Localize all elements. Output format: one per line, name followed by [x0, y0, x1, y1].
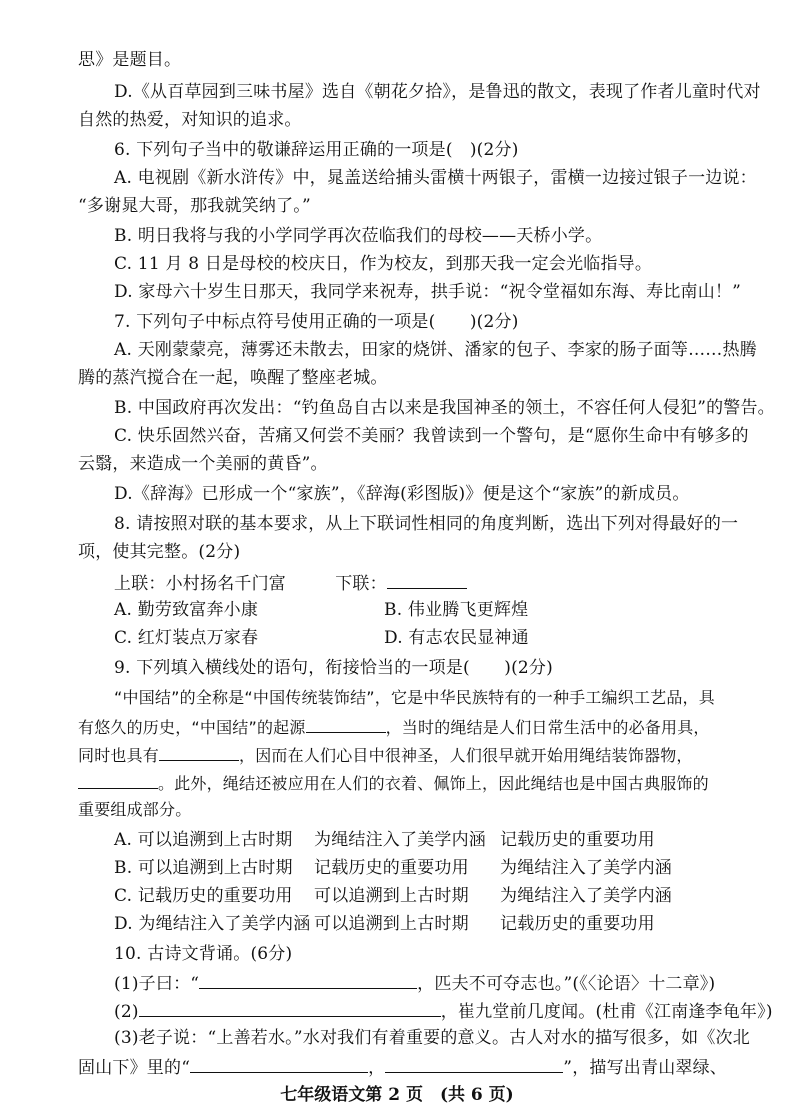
passage-line: 有悠久的历史，“中国结”的起源 ，当时的绳结是人们日常生活中的必备用具，: [78, 714, 724, 738]
q7-option-d: D.《辞海》已形成一个“家族”，《辞海(彩图版)》便是这个“家族”的新成员。: [114, 484, 690, 504]
upper-couplet: 上联：小村扬名千门富: [114, 574, 286, 594]
q7-option-a-cont: 腾的蒸汽搅合在一起，唤醒了整座老城。: [78, 368, 388, 388]
question-6: 6. 下列句子当中的敬谦辞运用正确的一项是( )(2分): [114, 140, 519, 160]
q9-option-d: D. 为绳结注入了美学内涵 可以追溯到上古时期 记载历史的重要功用: [114, 914, 655, 934]
passage-line: 重要组成部分。: [78, 800, 192, 819]
q8-option-c: C. 红灯装点万家春: [114, 628, 259, 648]
q8-options-row1: [114, 598, 724, 622]
question-9: 9. 下列填入横线处的语句，衔接恰当的一项是( )(2分): [114, 658, 553, 678]
q10-item-3-cont: 固山下》里的“ ， ”，描写出青山翠绿、: [78, 1054, 724, 1078]
answer-blank: [190, 1054, 368, 1073]
answer-blank: [78, 770, 158, 789]
passage-line: 同时也具有 ，因而在人们心目中很神圣，人们很早就开始用绳结装饰器物，: [78, 742, 724, 766]
answer-blank: [159, 742, 239, 761]
q8-option-b: B. 伟业腾飞更辉煌: [384, 600, 529, 620]
question-8: 8. 请按照对联的基本要求，从上下联词性相同的角度判断，选出下列对得最好的一: [114, 514, 739, 534]
question-10: 10. 古诗文背诵。(6分): [114, 944, 293, 964]
answer-blank: [199, 970, 417, 989]
q6-option-a-cont: “多谢晁大哥，那我就笑纳了。”: [78, 196, 311, 216]
q6-option-d: D. 家母六十岁生日那天，我同学来祝寿，拱手说：“祝令堂福如东海、寿比南山！”: [114, 282, 742, 302]
q8-options-row2: [114, 626, 724, 650]
q10-item-3: (3)老子说：“上善若水。”水对我们有着重要的意义。古人对水的描写很多，如《次北: [114, 1028, 750, 1048]
question-8-cont: 项，使其完整。(2分): [78, 542, 241, 562]
text-line: 思》是题目。: [78, 50, 182, 70]
text-line: 自然的热爱，对知识的追求。: [78, 110, 302, 130]
passage-line: “中国结”的全称是“中国传统装饰结”，它是中华民族特有的一种手工编织工艺品，具: [114, 688, 715, 707]
answer-blank: [306, 714, 386, 733]
q7-option-c: C. 快乐固然兴奋，苦痛又何尝不美丽？我曾读到一个警句，是“愿你生命中有够多的: [114, 426, 749, 446]
q9-option-c: C. 记载历史的重要功用 可以追溯到上古时期 为绳结注入了美学内涵: [114, 886, 672, 906]
q6-option-b: B. 明日我将与我的小学同学再次莅临我们的母校——天桥小学。: [114, 226, 603, 246]
q9-option-a: A. 可以追溯到上古时期 为绳结注入了美学内涵 记载历史的重要功用: [114, 830, 655, 850]
q7-option-c-cont: 云翳，来造成一个美丽的黄昏”。: [78, 454, 328, 474]
q9-option-b: B. 可以追溯到上古时期 记载历史的重要功用 为绳结注入了美学内涵: [114, 858, 672, 878]
q8-option-a: A. 勤劳致富奔小康: [114, 600, 259, 620]
text-line: D.《从百草园到三味书屋》选自《朝花夕拾》，是鲁迅的散文，表现了作者儿童时代对: [114, 82, 761, 102]
answer-blank: [385, 1054, 563, 1073]
q8-option-d: D. 有志农民显神通: [384, 628, 529, 648]
answer-blank: [387, 570, 467, 589]
q10-item-1: (1)子曰：“ ，匹夫不可夺志也。”(《〈论语〉十二章》): [114, 970, 724, 994]
question-7: 7. 下列句子中标点符号使用正确的一项是( )(2分): [114, 312, 519, 332]
q6-option-c: C. 11 月 8 日是母校的校庆日，作为校友，到那天我一定会光临指导。: [114, 254, 653, 274]
lower-couplet-label: 下联：: [335, 574, 387, 594]
couplet-line: [114, 570, 724, 594]
page-footer: 七年级语文第 2 页 (共 6 页): [280, 1085, 514, 1105]
answer-blank: [139, 998, 441, 1017]
passage-line: 。此外，绳结还被应用在人们的衣着、佩饰上，因此绳结也是中国古典服饰的: [78, 770, 724, 794]
q7-option-a: A. 天刚蒙蒙亮，薄雾还未散去，田家的烧饼、潘家的包子、李家的肠子面等……热腾: [114, 340, 757, 360]
q6-option-a: A. 电视剧《新水浒传》中，晁盖送给捕头雷横十两银子，雷横一边接过银子一边说：: [114, 168, 757, 188]
q7-option-b: B. 中国政府再次发出：“钓鱼岛自古以来是我国神圣的领土，不容任何人侵犯”的警告。: [114, 398, 775, 418]
q10-item-2: (2) ，崔九堂前几度闻。(杜甫《江南逢李龟年》): [114, 998, 724, 1022]
